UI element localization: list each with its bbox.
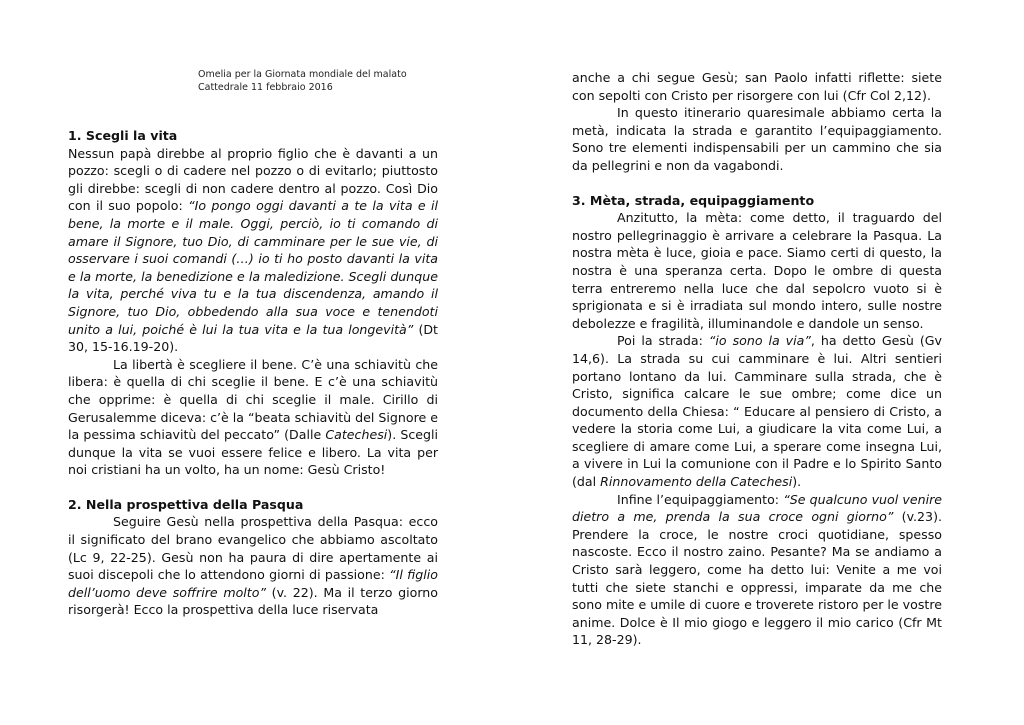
paragraph-2-text-a: La libertà è scegliere il bene. C’è una schiavitù che libera: è quella di chi sceglie il bene. E c’è una schiavitù che opprime: è quella di chi sceglie il male. Cirillo di Gerusalemme diceva: c’è la “beata schiavitù del Signore e la pessima schiavitù del peccato” (Dalle [68,356,438,443]
header-title: Omelia per la Giornata mondiale del malato [198,69,407,80]
paragraph-7-quote: “io sono la via” [708,333,811,349]
paragraph-7-italic: Rinnovamento della Catechesi [600,474,793,490]
section-3-title: 3. Mèta, strada, equipaggiamento [572,192,815,208]
right-column [572,69,942,649]
paragraph-7-text-b: , ha detto Gesù (Gv 14,6). La strada su cui camminare è lui. Altri sentieri portano lontano da lui. Camminare sulla strada, che è Cristo, significa calcare le sue ombre; come dice un documento della Chiesa: “ Educare al pensiero di Cristo, a vedere la storia come Lui, a giudicare la vita come Lui, a scegliere di amare come Lui, a sperare come insegna Lui, a vivere in Lui la comunione con il Padre e lo Spirito Santo (dal [572,333,942,490]
paragraph-3-text-a: Seguire Gesù nella prospettiva della Pasqua: ecco il significato del brano evangelico che abbiamo ascoltato (Lc 9, 22-25). Gesù non ha paura di dire apertamente ai suoi discepoli che lo attendono giorni di passione: [68,514,438,583]
section-gap [68,479,438,496]
paragraph-1-reference: (Dt 30, 15-16.19-20). [68,321,438,355]
paragraph-1-text: Nessun papà direbbe al proprio figlio che è davanti a un pozzo: scegli o di cadere nel pozzo o di evitarlo; piuttosto gli direbbe: scegli di non cadere dentro al pozzo. Così Dio con il suo popolo: [68,145,438,214]
section-2-title: 2. Nella prospettiva della Pasqua [68,496,304,512]
paragraph-8 [572,491,942,649]
section-gap [572,175,942,192]
paragraph-8-text-a: Infine l’equipaggiamento: [617,491,784,507]
paragraph-3-text-b: (v. 22). Ma il terzo giorno risorgerà! Ecco la prospettiva della luce riservata [68,584,438,618]
left-column [68,127,438,619]
paragraph-8-text-b: (v.23). Prendere la croce, le nostre croci quotidiane, spesso nascoste. Ecco il nostro zaino. Pesante? Ma se andiamo a Cristo sarà leggero, come ha detto lui: Venite a me voi tutti che siete stanchi e oppressi, imparate da me che sono mite e umile di cuore e troverete ristoro per le vostre anime. Dolce è Il mio giogo e leggero il mio carico (Cfr Mt 11, 28-29). [572,509,942,648]
paragraph-3-quote: “Il figlio dell’uomo deve soffrire molto” [68,567,438,600]
paragraph-8-quote: “Se qualcuno vuol venire dietro a me, prenda la sua croce ogni giorno” [572,491,943,525]
paragraph-2-text-b: ). Scegli dunque la vita se vuoi essere felice e libero. La vita per noi cristiani ha un volto, ha un nome: Gesù Cristo! [68,427,439,478]
paragraph-4: anche a chi segue Gesù; san Paolo infatti riflette: siete con sepolti con Cristo per risorgere con lui (Cfr Col 2,12). [572,70,942,103]
paragraph-7-text-c: ). [792,474,802,490]
paragraph-3 [68,513,438,619]
paragraph-2-italic: Catechesi [325,427,388,443]
paragraph-1 [68,145,438,356]
paragraph-5: In questo itinerario quaresimale abbiamo certa la metà, indicata la strada e garantito l’equipaggiamento. Sono tre elementi indispensabili per un cammino che sia da pellegrini e non da vagabondi. [572,105,942,173]
document-header [198,68,407,94]
header-subtitle: Cattedrale 11 febbraio 2016 [198,82,333,93]
paragraph-7-text-a: Poi la strada: [617,333,709,349]
paragraph-7 [572,332,942,490]
section-1-title: 1. Scegli la vita [68,128,178,143]
paragraph-2 [68,356,438,479]
paragraph-1-quote: “Io pongo oggi davanti a te la vita e il bene, la morte e il male. Oggi, perciò, io ti comando di amare il Signore, tuo Dio, di camminare per le sue vie, di osservare i suoi comandi (…) io ti ho posto davanti la vita e la morte, la benedizione e la maledizione. Scegli dunque la vita, perché viva tu e la tua discendenza, amando il Signore, tuo Dio, obbedendo alla sua voce e tenendoti unito a lui, poiché è lui la tua vita e la tua longevità” [68,198,438,337]
paragraph-6: Anzitutto, la mèta: come detto, il traguardo del nostro pellegrinaggio è arrivare a celebrare la Pasqua. La nostra mèta è luce, gioia e pace. Siamo certi di questo, la nostra è una speranza certa. Dopo le ombre di questa terra entreremo nella luce che dal sepolcro vuoto si è sprigionata e si è irradiata sul mondo intero, sulle nostre debolezze e fragilità, illuminandole e dandole un senso. [572,210,942,331]
